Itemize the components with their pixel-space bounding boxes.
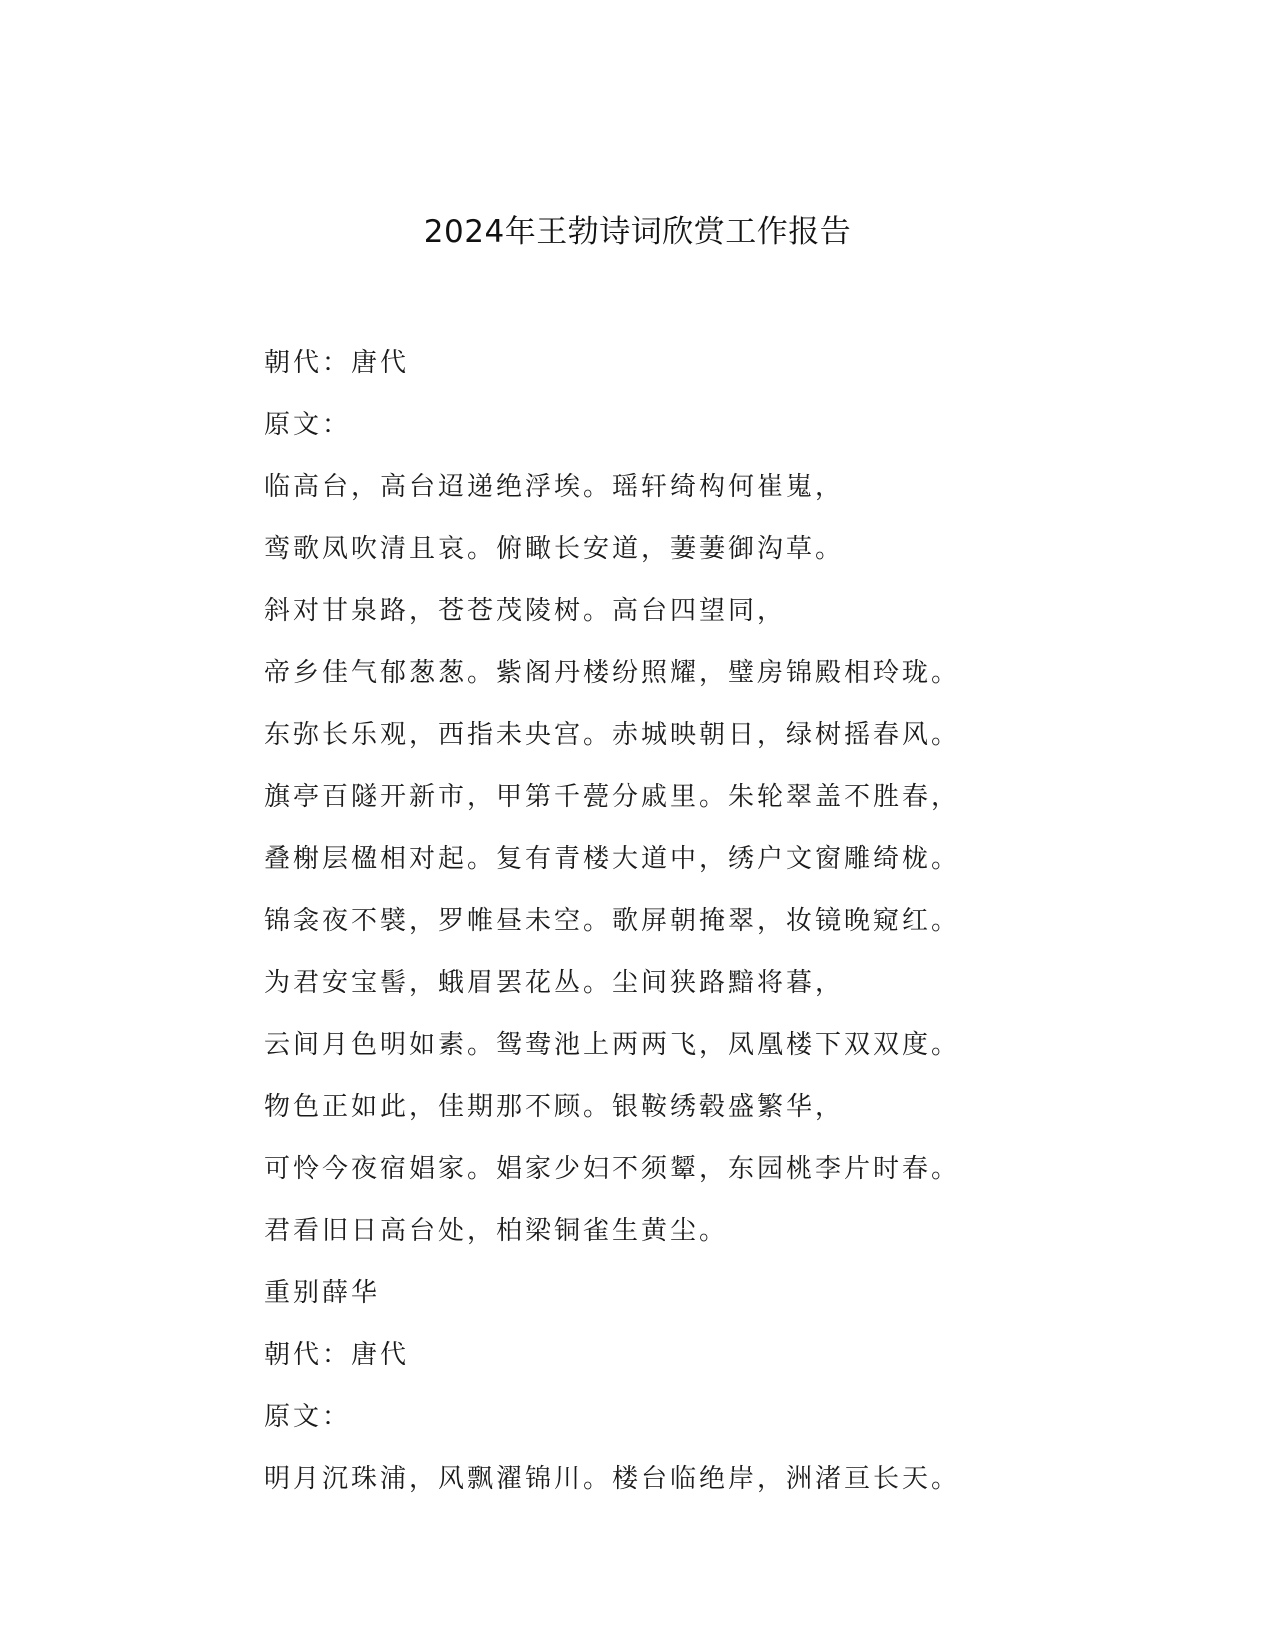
text-line: 云间月色明如素。鸳鸯池上两两飞，凤凰楼下双双度。	[264, 1030, 961, 1060]
text-line: 东弥长乐观，西指未央宫。赤城映朝日，绿树摇春风。	[264, 720, 961, 750]
text-line: 帝乡佳气郁葱葱。紫阁丹楼纷照耀，璧房锦殿相玲珑。	[264, 658, 961, 688]
text-line: 可怜今夜宿娼家。娼家少妇不须颦，东园桃李片时春。	[264, 1154, 961, 1184]
text-line: 鸾歌凤吹清且哀。俯瞰长安道，萋萋御沟草。	[264, 534, 845, 564]
text-line: 临高台，高台迢递绝浮埃。瑶轩绮构何崔嵬，	[264, 472, 845, 502]
text-line-original-label-2: 原文：	[264, 1402, 352, 1432]
text-line: 明月沉珠浦，风飘濯锦川。楼台临绝岸，洲渚亘长天。	[264, 1464, 961, 1494]
text-line: 物色正如此，佳期那不顾。银鞍绣毂盛繁华，	[264, 1092, 845, 1122]
text-line: 为君安宝髻，蛾眉罢花丛。尘间狭路黯将暮，	[264, 968, 845, 998]
text-line: 旗亭百隧开新市，甲第千甍分戚里。朱轮翠盖不胜春，	[264, 782, 961, 812]
text-line: 叠榭层楹相对起。复有青楼大道中，绣户文窗雕绮栊。	[264, 844, 961, 874]
text-line-dynasty-2: 朝代：唐代	[264, 1340, 410, 1370]
text-line-dynasty-1: 朝代：唐代	[264, 348, 410, 378]
text-line: 斜对甘泉路，苍苍茂陵树。高台四望同，	[264, 596, 787, 626]
text-line: 君看旧日高台处，柏梁铜雀生黄尘。	[264, 1216, 729, 1246]
text-line: 锦衾夜不襞，罗帷昼未空。歌屏朝掩翠，妆镜晚窥红。	[264, 906, 961, 936]
poem-title: 重别薛华	[264, 1278, 381, 1308]
text-line-original-label-1: 原文：	[264, 410, 352, 440]
document-body	[264, 332, 1024, 1510]
document-title: 2024年王勃诗词欣赏工作报告	[423, 214, 852, 250]
